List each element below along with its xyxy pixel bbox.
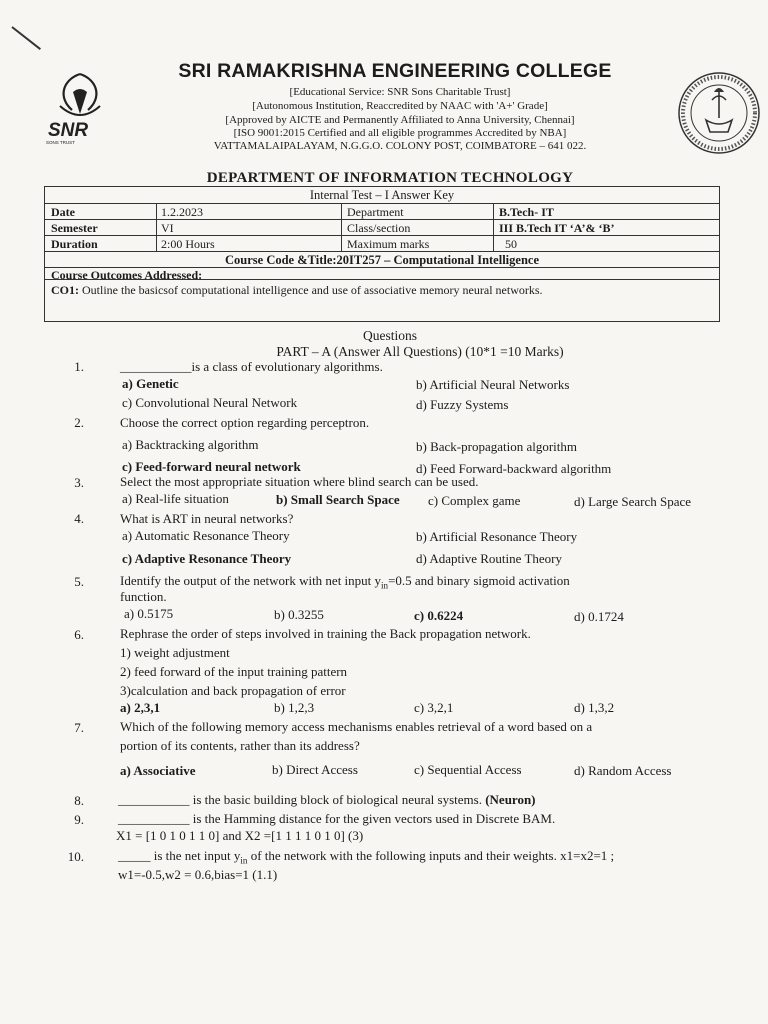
answer-option: a) Automatic Resonance Theory: [122, 528, 290, 543]
department-label: Department: [347, 205, 404, 219]
question-number: 9.: [74, 812, 84, 827]
question-stem: Rephrase the order of steps involved in training the Back propagation network.: [120, 626, 531, 641]
answer-option: a) Real-life situation: [122, 491, 229, 506]
questions-heading: Questions: [363, 328, 417, 343]
question-stem-part: of the network with the following inputs and their weights. x1=x2=1 ;: [247, 848, 615, 863]
duration-label: Duration: [51, 237, 98, 251]
college-seal-icon: [676, 70, 762, 156]
question-stem-continued: w1=-0.5,w2 = 0.6,bias=1 (1.1): [118, 867, 278, 882]
answer-option: d) 0.1724: [574, 609, 624, 624]
question-stem: ___________is a class of evolutionary algorithms.: [120, 359, 383, 374]
answer-option-correct: c) Feed-forward neural network: [122, 459, 301, 474]
subtitle-line: [Educational Service: SNR Sons Charitable Trust]: [289, 86, 511, 98]
question-stem: Which of the following memory access mechanisms enables retrieval of a word based on a: [120, 719, 593, 734]
semester-label: Semester: [51, 221, 98, 235]
answer-option-correct: a) Genetic: [122, 376, 179, 391]
question-number: 4.: [74, 511, 84, 526]
question-number: 7.: [74, 720, 84, 735]
duration-value: 2:00 Hours: [161, 237, 215, 251]
co1-label: CO1:: [51, 283, 79, 297]
answer-option: a) 0.5175: [124, 606, 174, 621]
answer-option: b) Artificial Resonance Theory: [416, 529, 578, 544]
department-title: DEPARTMENT OF INFORMATION TECHNOLOGY: [206, 170, 574, 186]
answer-option: b) 0.3255: [274, 607, 324, 622]
question-stem: ___________ is the Hamming distance for the given vectors used in Discrete BAM.: [118, 811, 556, 826]
question-number: 5.: [74, 574, 84, 589]
question-stem-part: ___________ is the basic building block of biological neural systems.: [118, 792, 482, 807]
semester-value: VI: [161, 221, 174, 235]
answer-option-correct: b) Small Search Space: [276, 492, 400, 507]
class-value: III B.Tech IT ‘A’& ‘B’: [499, 221, 615, 235]
co1-text: Outline the basicsof computational intelligence and use of associative memory neural networks.: [79, 283, 543, 297]
part-a-heading: PART – A (Answer All Questions) (10*1 =10 Marks): [276, 344, 564, 359]
answer-option: d) Feed Forward-backward algorithm: [416, 461, 612, 476]
subtitle-line: [Autonomous Institution, Reaccredited by NAAC with 'A+' Grade]: [252, 100, 548, 112]
question-stem: What is ART in neural networks?: [120, 511, 294, 526]
test-info-table: [44, 186, 720, 322]
question-stem: Select the most appropriate situation where blind search can be used.: [120, 474, 479, 489]
question-number: 8.: [74, 793, 84, 808]
step-line: 1) weight adjustment: [120, 645, 230, 660]
answer-option: d) Fuzzy Systems: [416, 397, 509, 412]
outcomes-label: Course Outcomes Addressed:: [51, 268, 203, 282]
question-stem: [118, 792, 536, 808]
question-stem-continued: X1 = [1 0 1 0 1 1 0] and X2 =[1 1 1 1 0 1 0] (3): [116, 828, 364, 843]
max-marks-label: Maximum marks: [347, 237, 430, 251]
class-label: Class/section: [347, 221, 411, 235]
logo-tagline: SONS TRUST: [46, 140, 75, 145]
step-line: 2) feed forward of the input training pattern: [120, 664, 348, 679]
question-stem: Choose the correct option regarding perceptron.: [120, 415, 370, 430]
answer-option: b) Back-propagation algorithm: [416, 439, 578, 454]
address-line: VATTAMALAIPALAYAM, N.G.G.O. COLONY POST, COIMBATORE – 641 022.: [213, 140, 587, 152]
question-number: 3.: [74, 475, 84, 490]
answer-option: d) Large Search Space: [574, 494, 692, 509]
question-stem: [118, 848, 614, 866]
subtitle-line: [ISO 9001:2015 Certified and all eligible programmes Accredited by NBA]: [233, 127, 567, 139]
answer-option: a) Backtracking algorithm: [122, 437, 259, 452]
date-label: Date: [51, 205, 75, 219]
question-stem-part: _____ is the net input y: [118, 848, 241, 863]
answer-option: c) Convolutional Neural Network: [122, 395, 298, 410]
answer-option-correct: c) 0.6224: [414, 608, 464, 623]
subscript: in: [381, 580, 389, 591]
answer-option: d) 1,3,2: [574, 700, 615, 715]
answer-option: b) 1,2,3: [274, 700, 315, 715]
answer-option: d) Adaptive Routine Theory: [416, 551, 562, 566]
question-number: 6.: [74, 627, 84, 642]
answer-text: (Neuron): [481, 792, 536, 807]
course-title: Course Code &Title:20IT257 – Computational Intelligence: [225, 253, 539, 267]
question-stem: [120, 573, 570, 591]
department-value: B.Tech- IT: [499, 205, 554, 219]
answer-option: c) Complex game: [428, 493, 521, 508]
co1-line: [51, 283, 543, 298]
answer-option: d) Random Access: [574, 763, 672, 778]
question-stem-part: Identify the output of the network with net input y: [120, 573, 382, 588]
answer-option-correct: c) Adaptive Resonance Theory: [122, 551, 292, 566]
question-number: 2.: [74, 415, 84, 430]
answer-option: c) Sequential Access: [414, 762, 522, 777]
question-stem-continued: portion of its contents, rather than its address?: [120, 738, 360, 753]
answer-option-correct: a) 2,3,1: [120, 700, 161, 715]
question-number: 1.: [74, 359, 84, 374]
question-stem-part: =0.5 and binary sigmoid activation: [388, 573, 570, 588]
max-marks-value: 50: [505, 237, 517, 251]
date-value: 1.2.2023: [161, 205, 203, 219]
question-stem-continued: function.: [120, 589, 167, 604]
college-name: SRI RAMAKRISHNA ENGINEERING COLLEGE: [178, 60, 612, 82]
logo-text: SNR: [48, 120, 89, 141]
answer-option: c) 3,2,1: [414, 700, 454, 715]
answer-option-correct: a) Associative: [120, 763, 196, 778]
answer-option: b) Direct Access: [272, 762, 358, 777]
step-line: 3)calculation and back propagation of error: [120, 683, 346, 698]
pen-mark: [11, 26, 41, 50]
subtitle-line: [Approved by AICTE and Permanently Affiliated to Anna University, Chennai]: [225, 114, 575, 126]
subscript: in: [240, 855, 248, 866]
question-number: 10.: [67, 849, 84, 864]
college-logo: [40, 66, 120, 146]
answer-option: b) Artificial Neural Networks: [416, 377, 570, 392]
test-title: Internal Test – I Answer Key: [309, 188, 455, 202]
